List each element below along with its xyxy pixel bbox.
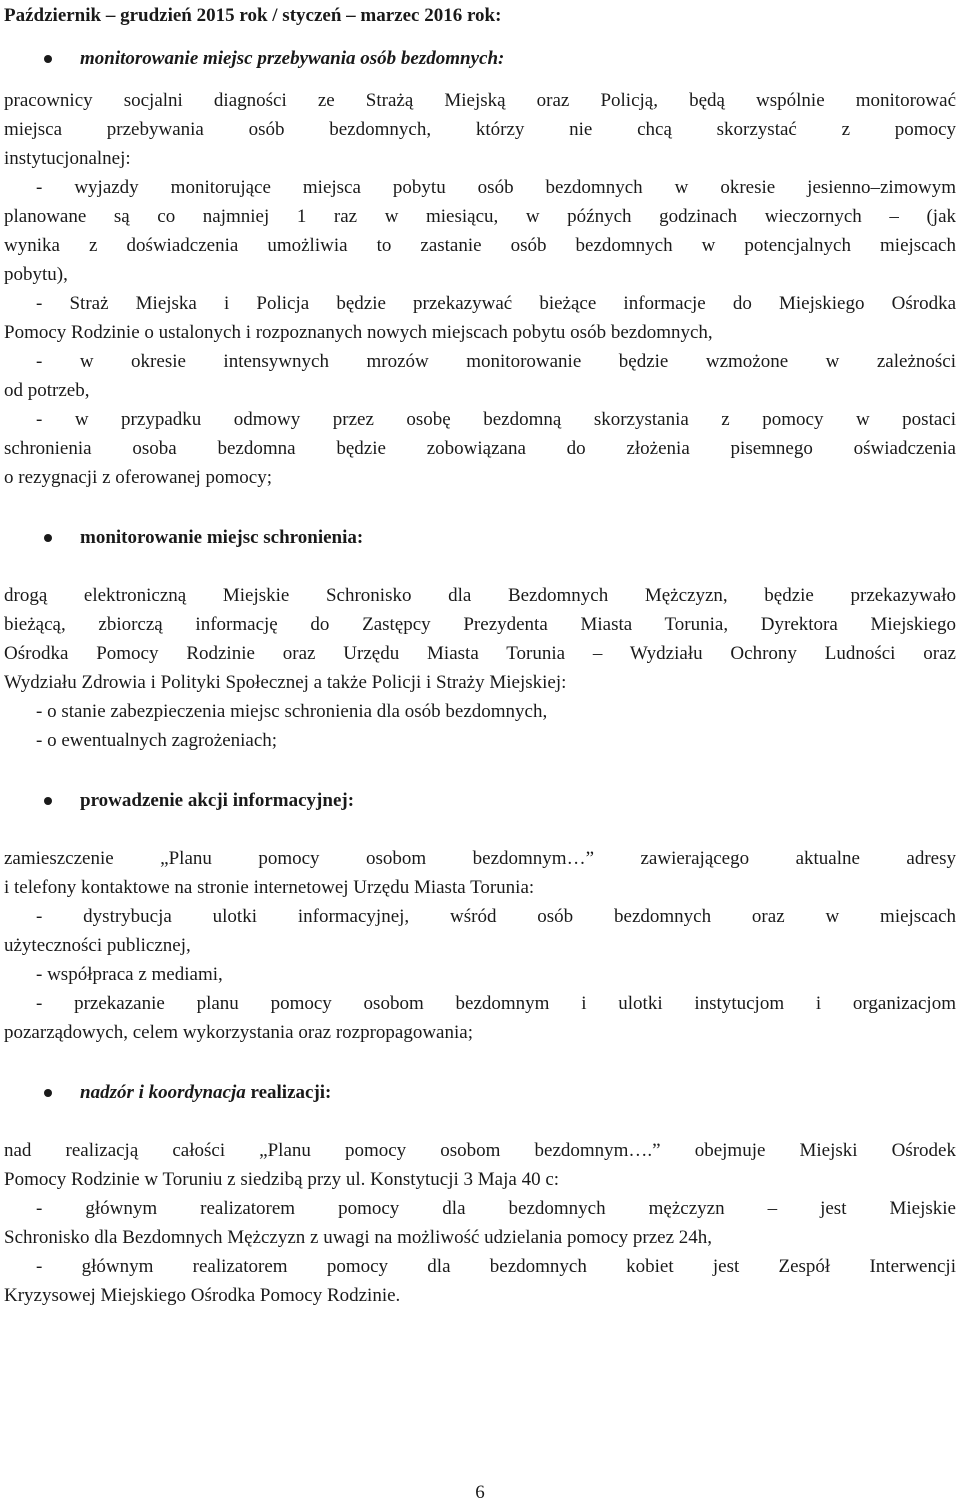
text-line: - głównym realizatorem pomocy dla bezdomnych mężczyzn – jest Miejskie [36, 1198, 956, 1219]
text-line: Pomocy Rodzinie o ustalonych i rozpoznanych nowych miejscach pobytu osób bezdomnych, [4, 322, 713, 343]
text-line: - wyjazdy monitorujące miejsca pobytu osób bezdomnych w okresie jesienno–zimowym [36, 177, 956, 198]
text-line: - współpraca z mediami, [36, 964, 223, 985]
text-line: drogą elektroniczną Miejskie Schronisko dla Bezdomnych Mężczyzn, będzie przekazywało [4, 585, 956, 606]
text-line: o rezygnacji z oferowanej pomocy; [4, 467, 272, 488]
text-line: - dystrybucja ulotki informacyjnej, wśród osób bezdomnych oraz w miejscach [36, 906, 956, 927]
text-line: miejsca przebywania osób bezdomnych, którzy nie chcą skorzystać z pomocy [4, 119, 956, 140]
text-line: planowane są co najmniej 1 raz w miesiącu, w późnych godzinach wieczornych – (jak [4, 206, 956, 227]
text-line: - w okresie intensywnych mrozów monitorowanie będzie wzmożone w zależności [36, 351, 956, 372]
bullet-icon [44, 1089, 52, 1097]
text-line: pobytu), [4, 264, 68, 285]
text-line: bieżącą, zbiorczą informację do Zastępcy Prezydenta Miasta Torunia, Dyrektora Miejskiego [4, 614, 956, 635]
section-3-title: prowadzenie akcji informacyjnej: [80, 790, 355, 811]
text-line: - o ewentualnych zagrożeniach; [36, 730, 278, 751]
text-line: zamieszczenie „Planu pomocy osobom bezdomnym…” zawierającego aktualne adresy [4, 848, 956, 869]
text-line: użyteczności publicznej, [4, 935, 191, 956]
text-line: Pomocy Rodzinie w Toruniu z siedzibą przy ul. Konstytucji 3 Maja 40 c: [4, 1169, 560, 1190]
page-heading: Październik – grudzień 2015 rok / styczeń – marzec 2016 rok: [4, 5, 502, 26]
section-4-title [80, 1081, 940, 1105]
text-line: Ośrodka Pomocy Rodzinie oraz Urzędu Miasta Torunia – Wydziału Ochrony Ludności oraz [4, 643, 956, 664]
section-4-title-rest: realizacji: [245, 1082, 332, 1103]
text-line: Wydziału Zdrowia i Polityki Społecznej a także Policji i Straży Miejskiej: [4, 672, 567, 693]
text-line: - przekazanie planu pomocy osobom bezdomnym i ulotki instytucjom i organizacjom [36, 993, 956, 1014]
text-line: pozarządowych, celem wykorzystania oraz rozpropagowania; [4, 1022, 473, 1043]
section-1-title: monitorowanie miejsc przebywania osób bezdomnych: [80, 48, 505, 69]
text-line: instytucjonalnej: [4, 148, 131, 169]
text-line: schronienia osoba bezdomna będzie zobowiązana do złożenia pisemnego oświadczenia [4, 438, 956, 459]
text-line: pracownicy socjalni diagności ze Strażą Miejską oraz Policją, będą wspólnie monitorować [4, 90, 956, 111]
text-line: Schronisko dla Bezdomnych Mężczyzn z uwagi na możliwość udzielania pomocy przez 24h, [4, 1227, 713, 1248]
section-4-title-italic: nadzór i koordynacja [80, 1082, 246, 1103]
text-line: - o stanie zabezpieczenia miejsc schronienia dla osób bezdomnych, [36, 701, 548, 722]
bullet-icon [44, 534, 52, 542]
text-line: Kryzysowej Miejskiego Ośrodka Pomocy Rodzinie. [4, 1285, 401, 1306]
text-line: - głównym realizatorem pomocy dla bezdomnych kobiet jest Zespół Interwencji [36, 1256, 956, 1277]
text-line: wynika z doświadczenia umożliwia to zastanie osób bezdomnych w potencjalnych miejscach [4, 235, 956, 256]
bullet-icon [44, 55, 52, 63]
text-line: nad realizacją całości „Planu pomocy osobom bezdomnym….” obejmuje Miejski Ośrodek [4, 1140, 956, 1161]
text-line: od potrzeb, [4, 380, 90, 401]
section-2-title: monitorowanie miejsc schronienia: [80, 527, 364, 548]
page-number: 6 [475, 1482, 485, 1503]
bullet-icon [44, 797, 52, 805]
text-line: i telefony kontaktowe na stronie internetowej Urzędu Miasta Torunia: [4, 877, 535, 898]
text-line: - w przypadku odmowy przez osobę bezdomną skorzystania z pomocy w postaci [36, 409, 956, 430]
text-line: - Straż Miejska i Policja będzie przekazywać bieżące informacje do Miejskiego Ośrodka [36, 293, 956, 314]
